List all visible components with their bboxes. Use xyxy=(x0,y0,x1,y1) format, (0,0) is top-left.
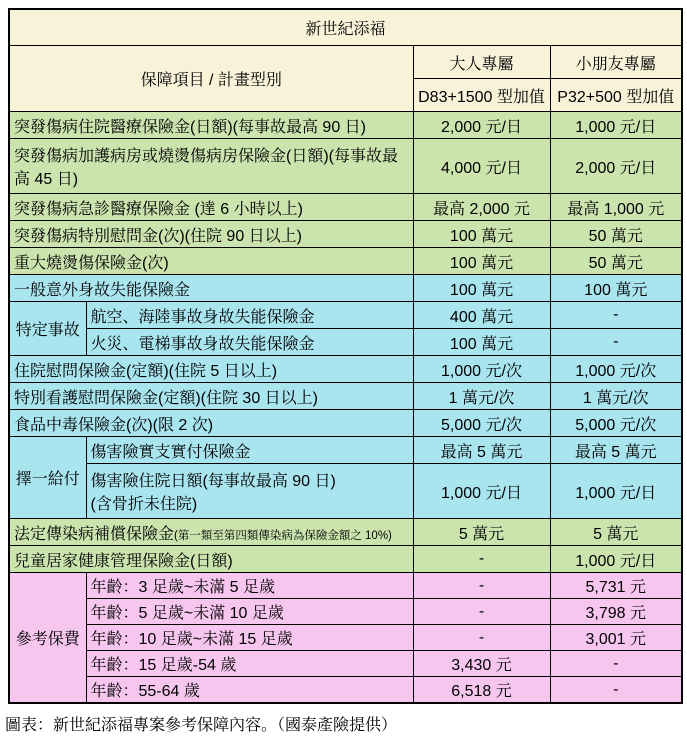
benefit-item-cell: 突發傷病特別慰問金(次)(住院 90 日以上) xyxy=(9,221,413,248)
benefit-item-cell: 特別看護慰問保險金(定額)(住院 30 日以上) xyxy=(9,383,413,410)
table-row xyxy=(9,519,682,546)
table-row xyxy=(9,546,682,573)
table-row xyxy=(9,651,682,677)
child-value-cell: 3,001 元 xyxy=(550,625,682,651)
child-value-cell: 1,000 元/日 xyxy=(550,546,682,573)
benefit-item-note: (第一類至第四類傳染病為保險金額之 10%) xyxy=(174,529,392,542)
group-label-cell: 參考保費 xyxy=(9,573,86,704)
table-row xyxy=(9,329,682,356)
header-child-plan: P32+500 型加值 xyxy=(550,79,682,112)
table-row xyxy=(9,275,682,302)
adult-value-cell: 4,000 元/日 xyxy=(413,139,550,194)
benefit-table xyxy=(8,8,683,704)
table-row xyxy=(9,573,682,599)
benefit-item-cell: 兒童居家健康管理保險金(日額) xyxy=(9,546,413,573)
header-row-groups xyxy=(9,46,682,79)
benefit-item-cell: 住院慰問保險金(定額)(住院 5 日以上) xyxy=(9,356,413,383)
adult-value-cell: 1 萬元/次 xyxy=(413,383,550,410)
table-row xyxy=(9,383,682,410)
adult-value-cell: - xyxy=(413,546,550,573)
adult-value-cell: - xyxy=(413,599,550,625)
header-adult-plan: D83+1500 型加值 xyxy=(413,79,550,112)
benefit-item-cell: 年齡：5 足歲~未滿 10 足歲 xyxy=(86,599,413,625)
adult-value-cell: 100 萬元 xyxy=(413,221,550,248)
child-value-cell: 2,000 元/日 xyxy=(550,139,682,194)
benefit-item-line2: (含骨折未住院) xyxy=(90,496,198,513)
benefit-item-cell: 傷害險實支實付保險金 xyxy=(86,437,413,464)
child-value-cell: 1,000 元/日 xyxy=(550,464,682,519)
child-value-cell: 最高 1,000 元 xyxy=(550,194,682,221)
page-title: 新世紀添福 xyxy=(9,9,682,46)
benefit-item-cell: 重大燒燙傷保險金(次) xyxy=(9,248,413,275)
table-row xyxy=(9,139,682,194)
benefit-item-cell: 一般意外身故失能保險金 xyxy=(9,275,413,302)
child-value-cell: - xyxy=(550,651,682,677)
table-row xyxy=(9,599,682,625)
child-value-cell: 100 萬元 xyxy=(550,275,682,302)
table-row xyxy=(9,112,682,139)
table-row xyxy=(9,677,682,704)
child-value-cell: - xyxy=(550,677,682,704)
child-value-cell: 5,000 元/次 xyxy=(550,410,682,437)
benefit-item-cell xyxy=(9,519,413,546)
adult-value-cell: 100 萬元 xyxy=(413,329,550,356)
header-adult-group: 大人專屬 xyxy=(413,46,550,79)
adult-value-cell: 最高 2,000 元 xyxy=(413,194,550,221)
benefit-item-cell: 食品中毒保險金(次)(限 2 次) xyxy=(9,410,413,437)
child-value-cell: 5,731 元 xyxy=(550,573,682,599)
child-value-cell: 3,798 元 xyxy=(550,599,682,625)
benefit-item-cell: 年齡：15 足歲-54 歲 xyxy=(86,651,413,677)
benefit-item-text: 法定傳染病補償保險金 xyxy=(14,525,175,543)
adult-value-cell: 100 萬元 xyxy=(413,275,550,302)
benefit-item-cell: 年齡：10 足歲~未滿 15 足歲 xyxy=(86,625,413,651)
group-label-cell: 擇一給付 xyxy=(9,437,86,519)
adult-value-cell: 6,518 元 xyxy=(413,677,550,704)
child-value-cell: 50 萬元 xyxy=(550,221,682,248)
table-row xyxy=(9,464,682,519)
child-value-cell: 1,000 元/次 xyxy=(550,356,682,383)
benefit-item-line1: 傷害險住院日額(每事故最高 90 日) xyxy=(90,473,336,490)
adult-value-cell: 1,000 元/次 xyxy=(413,356,550,383)
adult-value-cell: 400 萬元 xyxy=(413,302,550,329)
header-item-col: 保障項目 / 計畫型別 xyxy=(9,46,413,112)
table-row xyxy=(9,221,682,248)
adult-value-cell: 5,000 元/次 xyxy=(413,410,550,437)
child-value-cell: 50 萬元 xyxy=(550,248,682,275)
benefit-item-cell: 突發傷病急診醫療保險金 (達 6 小時以上) xyxy=(9,194,413,221)
adult-value-cell: 5 萬元 xyxy=(413,519,550,546)
header-child-group: 小朋友專屬 xyxy=(550,46,682,79)
adult-value-cell: - xyxy=(413,573,550,599)
benefit-item-cell: 年齡：3 足歲~未滿 5 足歲 xyxy=(86,573,413,599)
child-value-cell: 最高 5 萬元 xyxy=(550,437,682,464)
adult-value-cell: 100 萬元 xyxy=(413,248,550,275)
adult-value-cell: 2,000 元/日 xyxy=(413,112,550,139)
child-value-cell: 1,000 元/日 xyxy=(550,112,682,139)
table-row xyxy=(9,437,682,464)
table-row xyxy=(9,625,682,651)
title-row xyxy=(9,9,682,46)
adult-value-cell: 3,430 元 xyxy=(413,651,550,677)
benefit-item-cell: 突發傷病加護病房或燒燙傷病房保險金(日額)(每事故最高 45 日) xyxy=(9,139,413,194)
child-value-cell: - xyxy=(550,302,682,329)
adult-value-cell: - xyxy=(413,625,550,651)
child-value-cell: 5 萬元 xyxy=(550,519,682,546)
benefit-item-cell: 火災、電梯事故身故失能保險金 xyxy=(86,329,413,356)
adult-value-cell: 最高 5 萬元 xyxy=(413,437,550,464)
benefit-item-cell: 突發傷病住院醫療保險金(日額)(每事故最高 90 日) xyxy=(9,112,413,139)
table-row xyxy=(9,302,682,329)
benefit-item-cell: 年齡：55-64 歲 xyxy=(86,677,413,704)
table-row xyxy=(9,410,682,437)
table-row xyxy=(9,248,682,275)
benefit-item-cell xyxy=(86,464,413,519)
group-label-cell: 特定事故 xyxy=(9,302,86,356)
chart-caption: 圖表：新世紀添福專案參考保障內容。（國泰產險提供） xyxy=(5,717,398,734)
adult-value-cell: 1,000 元/日 xyxy=(413,464,550,519)
child-value-cell: - xyxy=(550,329,682,356)
benefit-item-cell: 航空、海陸事故身故失能保險金 xyxy=(86,302,413,329)
table-row xyxy=(9,194,682,221)
child-value-cell: 1 萬元/次 xyxy=(550,383,682,410)
table-row xyxy=(9,356,682,383)
